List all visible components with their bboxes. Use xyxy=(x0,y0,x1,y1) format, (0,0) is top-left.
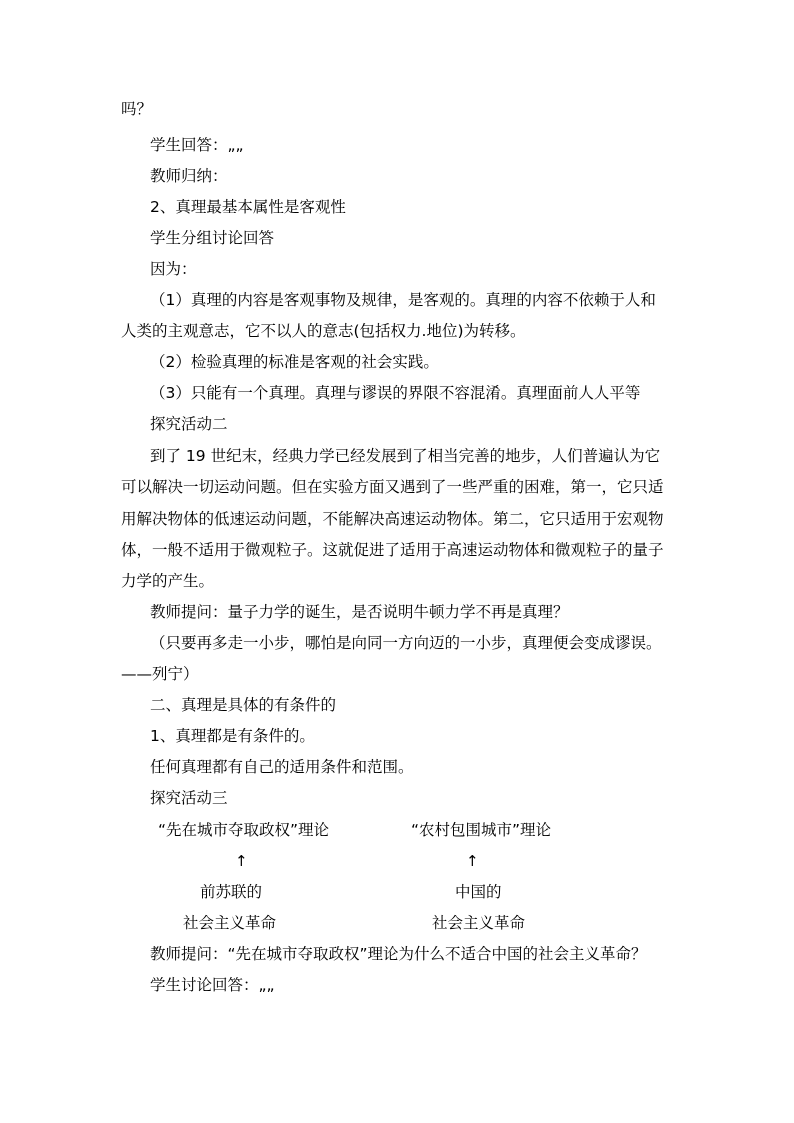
text-line: （2）检验真理的标准是客观的社会实践。 xyxy=(150,353,439,371)
text-line: （3）只能有一个真理。真理与谬误的界限不容混淆。真理面前人人平等 xyxy=(150,384,641,402)
section-heading: 探究活动三 xyxy=(150,789,228,807)
text-line: 体，一般不适用于微观粒子。这就促进了适用于高速运动物体和微观粒子的量子 xyxy=(121,541,664,559)
text-line: 力学的产生。 xyxy=(121,572,215,590)
text-line: 学生分组讨论回答 xyxy=(150,229,275,247)
right-revolution-label: 社会主义革命 xyxy=(432,914,526,932)
right-theory-label: “农村包围城市”理论 xyxy=(411,821,552,839)
text-line: 教师归纳： xyxy=(150,167,228,185)
text-line: 教师提问：“先在城市夺取政权”理论为什么不适合中国的社会主义革命？ xyxy=(150,945,647,963)
text-line: 人类的主观意志，它不以人的意志(包括权力.地位)为转移。 xyxy=(121,322,526,340)
section-heading: 二、真理是具体的有条件的 xyxy=(150,696,337,714)
arrow-up-icon: ↑ xyxy=(235,852,248,870)
quote-attribution: ——列宁） xyxy=(121,665,199,683)
text-line: 到了 19 世纪末，经典力学已经发展到了相当完善的地步，人们普遍认为它 xyxy=(150,447,661,465)
left-theory-label: “先在城市夺取政权”理论 xyxy=(158,821,330,839)
text-line: 任何真理都有自己的适用条件和范围。 xyxy=(150,758,414,776)
text-line: 学生讨论回答：„„ xyxy=(150,976,275,994)
text-line: 吗？ xyxy=(121,100,153,118)
left-revolution-label: 社会主义革命 xyxy=(183,914,277,932)
section-heading: 探究活动二 xyxy=(150,415,228,433)
text-line: 教师提问：量子力学的诞生，是否说明牛顿力学不再是真理？ xyxy=(150,603,569,621)
text-line: 1、真理都是有条件的。 xyxy=(150,727,315,745)
text-line: （1）真理的内容是客观事物及规律，是客观的。真理的内容不依赖于人和 xyxy=(150,291,656,309)
text-line: 用解决物体的低速运动问题，不能解决高速运动物体。第二，它只适用于宏观物 xyxy=(121,510,664,528)
right-country-label: 中国的 xyxy=(455,883,502,901)
text-line: 可以解决一切运动问题。但在实验方面又遇到了一些严重的困难，第一，它只适 xyxy=(121,478,664,496)
quote-line: （只要再多走一小步，哪怕是向同一方向迈的一小步，真理便会变成谬误。 xyxy=(150,634,662,652)
arrow-up-icon: ↑ xyxy=(466,852,479,870)
left-country-label: 前苏联的 xyxy=(200,883,263,901)
section-heading: 2、真理最基本属性是客观性 xyxy=(150,198,346,216)
text-line: 学生回答：„„ xyxy=(150,136,244,154)
text-line: 因为： xyxy=(150,260,197,278)
